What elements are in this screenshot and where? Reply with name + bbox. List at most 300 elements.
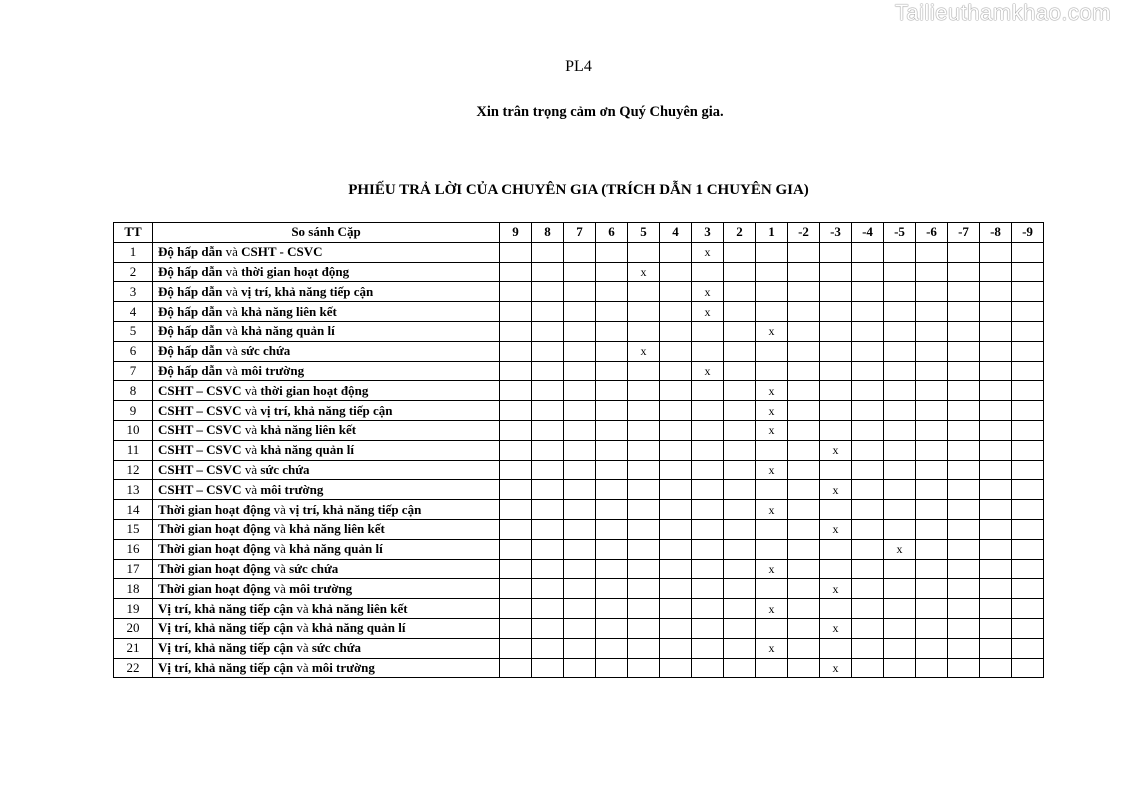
score-cell [532, 262, 564, 282]
score-cell [852, 361, 884, 381]
score-cell [884, 658, 916, 678]
header-scale-cell: -2 [788, 223, 820, 243]
score-cell [596, 440, 628, 460]
score-cell [788, 539, 820, 559]
score-cell [724, 302, 756, 322]
score-cell [884, 282, 916, 302]
criterion-b: khả năng quản lí [241, 323, 335, 339]
score-cell [852, 381, 884, 401]
score-cell [532, 361, 564, 381]
table-row [114, 321, 1044, 341]
score-cell [1012, 579, 1044, 599]
score-cell [884, 519, 916, 539]
score-cell [692, 579, 724, 599]
score-cell [884, 460, 916, 480]
header-scale-cell: -7 [948, 223, 980, 243]
score-cell [820, 242, 852, 262]
criterion-a: Vị trí, khả năng tiếp cận [158, 600, 294, 616]
score-cell [788, 559, 820, 579]
score-cell [788, 401, 820, 421]
table-row [114, 341, 1044, 361]
score-mark: x [692, 242, 724, 262]
score-cell [948, 420, 980, 440]
score-cell [788, 302, 820, 322]
header-scale-cell: 1 [756, 223, 788, 243]
score-cell [820, 559, 852, 579]
pair-cell [153, 262, 500, 282]
score-cell [884, 361, 916, 381]
score-cell [820, 638, 852, 658]
score-cell [532, 539, 564, 559]
score-cell [884, 341, 916, 361]
score-cell [724, 440, 756, 460]
score-cell [852, 460, 884, 480]
score-cell [884, 321, 916, 341]
score-cell [564, 500, 596, 520]
criterion-a: CSHT – CSVC [158, 402, 242, 418]
score-cell [724, 361, 756, 381]
score-cell [724, 599, 756, 619]
score-cell [1012, 401, 1044, 421]
score-cell [788, 420, 820, 440]
score-cell [916, 262, 948, 282]
score-cell [948, 500, 980, 520]
criterion-b: khả năng quản lí [260, 442, 354, 458]
pair-cell [153, 618, 500, 638]
score-cell [788, 618, 820, 638]
score-cell [788, 599, 820, 619]
score-cell [756, 480, 788, 500]
score-cell [500, 440, 532, 460]
score-cell [980, 500, 1012, 520]
header-scale-cell: 7 [564, 223, 596, 243]
table-row [114, 480, 1044, 500]
score-cell [564, 460, 596, 480]
criterion-a: Thời gian hoạt động [158, 560, 271, 576]
criterion-b: thời gian hoạt động [241, 263, 350, 279]
score-cell [724, 579, 756, 599]
score-cell [852, 500, 884, 520]
score-cell [916, 539, 948, 559]
score-cell [820, 460, 852, 480]
score-cell [628, 539, 660, 559]
score-cell [724, 658, 756, 678]
score-cell [1012, 559, 1044, 579]
score-cell [692, 321, 724, 341]
score-cell [852, 341, 884, 361]
score-cell [980, 361, 1012, 381]
score-cell [660, 579, 692, 599]
row-number: 8 [114, 381, 153, 401]
score-cell [916, 480, 948, 500]
table-row [114, 519, 1044, 539]
pair-cell [153, 321, 500, 341]
connector: và [296, 600, 309, 616]
score-cell [788, 381, 820, 401]
row-number: 10 [114, 420, 153, 440]
score-cell [564, 599, 596, 619]
score-mark: x [692, 282, 724, 302]
score-cell [724, 341, 756, 361]
row-number: 2 [114, 262, 153, 282]
pair-cell [153, 599, 500, 619]
pair-cell [153, 539, 500, 559]
score-cell [852, 638, 884, 658]
score-cell [596, 282, 628, 302]
score-cell [628, 599, 660, 619]
score-cell [532, 401, 564, 421]
score-cell [756, 519, 788, 539]
score-cell [596, 599, 628, 619]
score-cell [596, 618, 628, 638]
score-cell [532, 480, 564, 500]
score-cell [628, 480, 660, 500]
score-cell [692, 341, 724, 361]
criterion-b: môi trường [260, 481, 324, 497]
score-cell [532, 618, 564, 638]
score-cell [852, 282, 884, 302]
score-cell [1012, 519, 1044, 539]
score-cell [916, 361, 948, 381]
score-cell [660, 242, 692, 262]
score-cell [788, 361, 820, 381]
score-cell [596, 638, 628, 658]
criterion-b: vị trí, khả năng tiếp cận [260, 402, 393, 418]
score-cell [596, 480, 628, 500]
criterion-a: CSHT – CSVC [158, 481, 242, 497]
score-cell [500, 361, 532, 381]
pair-cell [153, 341, 500, 361]
score-cell [660, 559, 692, 579]
score-cell [564, 381, 596, 401]
score-cell [1012, 302, 1044, 322]
header-scale-cell: -6 [916, 223, 948, 243]
score-mark: x [756, 500, 788, 520]
table-row [114, 381, 1044, 401]
score-cell [980, 242, 1012, 262]
score-cell [596, 519, 628, 539]
score-cell [596, 658, 628, 678]
row-number: 12 [114, 460, 153, 480]
criterion-a: CSHT – CSVC [158, 382, 242, 398]
score-cell [500, 321, 532, 341]
score-cell [916, 658, 948, 678]
score-cell [660, 420, 692, 440]
score-cell [980, 638, 1012, 658]
score-cell [596, 302, 628, 322]
score-cell [884, 262, 916, 282]
score-cell [628, 460, 660, 480]
score-cell [500, 341, 532, 361]
score-cell [788, 638, 820, 658]
score-cell [596, 579, 628, 599]
score-cell [532, 420, 564, 440]
score-cell [884, 599, 916, 619]
score-cell [692, 420, 724, 440]
row-number: 14 [114, 500, 153, 520]
score-cell [532, 302, 564, 322]
score-cell [788, 480, 820, 500]
score-cell [628, 559, 660, 579]
score-cell [980, 519, 1012, 539]
pair-cell [153, 559, 500, 579]
score-cell [1012, 440, 1044, 460]
watermark: Tailieuthamkhao.com [894, 0, 1111, 25]
connector: và [225, 343, 238, 359]
score-cell [628, 302, 660, 322]
row-number: 7 [114, 361, 153, 381]
pair-cell [153, 242, 500, 262]
score-cell [564, 302, 596, 322]
pair-cell [153, 361, 500, 381]
score-cell [980, 658, 1012, 678]
row-number: 16 [114, 539, 153, 559]
table-row [114, 401, 1044, 421]
criterion-a: Vị trí, khả năng tiếp cận [158, 659, 294, 675]
score-cell [756, 242, 788, 262]
score-cell [852, 420, 884, 440]
connector: và [244, 442, 258, 458]
table-row [114, 658, 1044, 678]
criterion-b: CSHT - CSVC [241, 244, 323, 260]
criterion-b: vị trí, khả năng tiếp cận [289, 501, 422, 517]
table-row [114, 599, 1044, 619]
score-mark: x [756, 321, 788, 341]
score-mark: x [884, 539, 916, 559]
score-cell [788, 658, 820, 678]
score-cell [628, 638, 660, 658]
score-cell [500, 618, 532, 638]
connector: và [244, 402, 258, 418]
score-cell [948, 321, 980, 341]
score-cell [692, 539, 724, 559]
score-cell [660, 341, 692, 361]
score-cell [532, 381, 564, 401]
criterion-b: vị trí, khả năng tiếp cận [241, 283, 374, 299]
score-cell [1012, 420, 1044, 440]
header-scale-cell: 3 [692, 223, 724, 243]
score-cell [532, 519, 564, 539]
score-mark: x [756, 599, 788, 619]
score-cell [980, 440, 1012, 460]
score-cell [692, 618, 724, 638]
connector: và [273, 521, 286, 537]
score-mark: x [820, 480, 852, 500]
score-cell [724, 460, 756, 480]
score-cell [820, 282, 852, 302]
connector: và [225, 244, 238, 260]
score-cell [628, 321, 660, 341]
connector: và [273, 501, 286, 517]
criterion-b: khả năng liên kết [260, 422, 357, 438]
header-scale-cell: 8 [532, 223, 564, 243]
score-cell [916, 618, 948, 638]
score-cell [500, 282, 532, 302]
score-mark: x [820, 579, 852, 599]
score-cell [564, 401, 596, 421]
score-cell [884, 480, 916, 500]
score-cell [852, 440, 884, 460]
row-number: 11 [114, 440, 153, 460]
score-cell [788, 460, 820, 480]
criterion-b: môi trường [289, 580, 353, 596]
score-cell [692, 638, 724, 658]
score-cell [500, 579, 532, 599]
score-cell [724, 262, 756, 282]
criterion-a: Độ hấp dẫn [158, 283, 223, 299]
score-cell [500, 302, 532, 322]
pair-cell [153, 282, 500, 302]
score-cell [980, 599, 1012, 619]
score-cell [852, 262, 884, 282]
score-cell [948, 658, 980, 678]
score-cell [948, 242, 980, 262]
connector: và [296, 659, 309, 675]
score-cell [948, 638, 980, 658]
score-cell [980, 282, 1012, 302]
score-cell [564, 321, 596, 341]
criterion-a: CSHT – CSVC [158, 442, 242, 458]
criterion-b: môi trường [241, 362, 305, 378]
score-cell [564, 559, 596, 579]
row-number: 22 [114, 658, 153, 678]
table-row [114, 242, 1044, 262]
score-cell [948, 262, 980, 282]
score-cell [948, 341, 980, 361]
score-cell [980, 460, 1012, 480]
score-cell [564, 638, 596, 658]
score-cell [564, 262, 596, 282]
score-cell [884, 420, 916, 440]
pair-cell [153, 460, 500, 480]
score-cell [788, 341, 820, 361]
criterion-a: Vị trí, khả năng tiếp cận [158, 620, 294, 636]
score-mark: x [692, 302, 724, 322]
score-cell [948, 381, 980, 401]
score-cell [756, 282, 788, 302]
score-cell [532, 559, 564, 579]
score-cell [756, 302, 788, 322]
score-cell [532, 658, 564, 678]
score-cell [596, 262, 628, 282]
score-cell [948, 539, 980, 559]
score-cell [916, 341, 948, 361]
score-cell [564, 519, 596, 539]
score-cell [564, 282, 596, 302]
score-cell [660, 539, 692, 559]
score-cell [564, 361, 596, 381]
page-title: PHIẾU TRẢ LỜI CỦA CHUYÊN GIA (TRÍCH DẪN 1 CHUYÊN GIA) [348, 182, 809, 198]
table-row [114, 618, 1044, 638]
score-cell [500, 539, 532, 559]
score-cell [1012, 282, 1044, 302]
score-cell [1012, 480, 1044, 500]
score-mark: x [756, 460, 788, 480]
row-number: 19 [114, 599, 153, 619]
connector: và [225, 283, 238, 299]
score-mark: x [756, 638, 788, 658]
score-cell [532, 500, 564, 520]
score-cell [596, 500, 628, 520]
score-cell [1012, 500, 1044, 520]
score-cell [852, 242, 884, 262]
score-cell [788, 262, 820, 282]
score-cell [948, 599, 980, 619]
score-cell [628, 618, 660, 638]
score-cell [916, 460, 948, 480]
score-cell [916, 559, 948, 579]
score-cell [756, 361, 788, 381]
header-scale-cell: 5 [628, 223, 660, 243]
pair-cell [153, 519, 500, 539]
score-cell [564, 341, 596, 361]
row-number: 15 [114, 519, 153, 539]
score-cell [820, 539, 852, 559]
score-cell [980, 381, 1012, 401]
score-cell [1012, 321, 1044, 341]
criterion-b: môi trường [311, 659, 375, 675]
score-cell [724, 559, 756, 579]
criterion-b: khả năng quản lí [311, 620, 406, 636]
criterion-b: sức chứa [311, 640, 362, 656]
score-cell [916, 519, 948, 539]
score-cell [1012, 460, 1044, 480]
header-scale-cell: -8 [980, 223, 1012, 243]
score-cell [820, 420, 852, 440]
score-cell [980, 341, 1012, 361]
score-cell [724, 500, 756, 520]
score-cell [884, 500, 916, 520]
score-cell [756, 341, 788, 361]
table-row [114, 440, 1044, 460]
score-cell [980, 559, 1012, 579]
score-cell [916, 638, 948, 658]
score-cell [596, 539, 628, 559]
score-cell [500, 242, 532, 262]
score-cell [1012, 242, 1044, 262]
score-cell [820, 599, 852, 619]
score-cell [948, 282, 980, 302]
score-cell [1012, 361, 1044, 381]
score-cell [1012, 539, 1044, 559]
score-cell [660, 302, 692, 322]
score-cell [724, 638, 756, 658]
score-cell [852, 401, 884, 421]
score-cell [756, 539, 788, 559]
score-mark: x [820, 440, 852, 460]
score-cell [884, 559, 916, 579]
score-cell [980, 618, 1012, 638]
score-cell [948, 440, 980, 460]
pair-cell [153, 381, 500, 401]
score-cell [564, 440, 596, 460]
score-cell [660, 658, 692, 678]
score-mark: x [692, 361, 724, 381]
score-cell [500, 420, 532, 440]
score-cell [500, 460, 532, 480]
header-tt: TT [114, 223, 153, 243]
score-cell [628, 242, 660, 262]
score-cell [628, 282, 660, 302]
score-mark: x [756, 420, 788, 440]
score-cell [852, 539, 884, 559]
score-cell [692, 559, 724, 579]
score-cell [852, 618, 884, 638]
score-cell [1012, 638, 1044, 658]
score-cell [788, 282, 820, 302]
score-cell [852, 321, 884, 341]
row-number: 21 [114, 638, 153, 658]
